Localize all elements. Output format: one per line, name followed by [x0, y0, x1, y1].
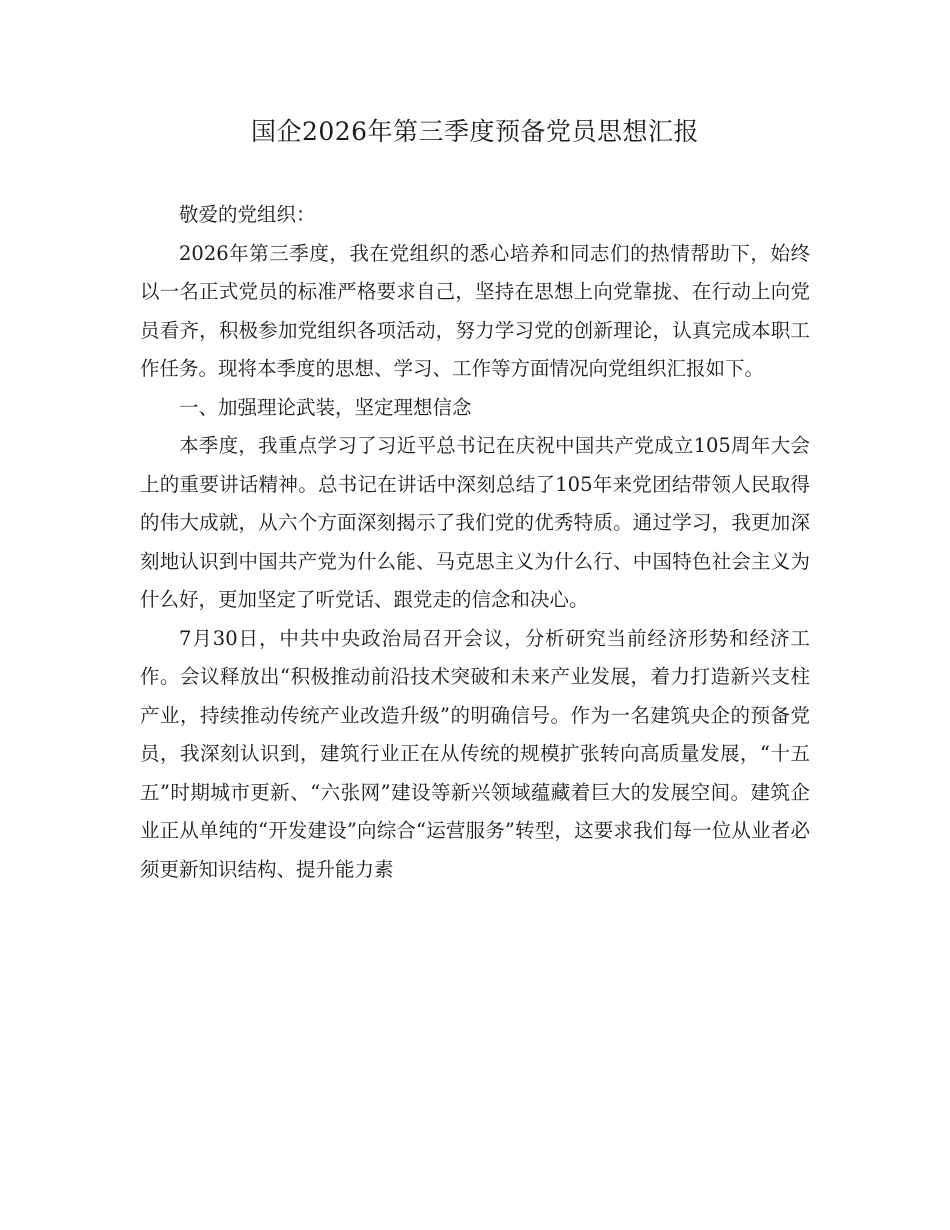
paragraph-intro: 2026年第三季度，我在党组织的悉心培养和同志们的热情帮助下，始终以一名正式党员的标准严格要求自己，坚持在思想上向党靠拢、在行动上向党员看齐，积极参加党组织各项活动，努力学习党的创新理论，认真完成本职工作任务。现将本季度的思想、学习、工作等方面情况向党组织汇报如下。: [140, 241, 810, 380]
document-body: [140, 196, 810, 889]
paragraph-meeting: 7月30日，中共中央政治局召开会议，分析研究当前经济形势和经济工作。会议释放出“积极推动前沿技术突破和未来产业发展，着力打造新兴支柱产业，持续推动传统产业改造升级”的明确信号。作为一名建筑央企的预备党员，我深刻认识到，建筑行业正在从传统的规模扩张转向高质量发展，“十五五”时期城市更新、“六张网”建设等新兴领域蕴藏着巨大的发展空间。建筑企业正从单纯的“开发建设”向综合“运营服务”转型，这要求我们每一位从业者必须更新知识结构、提升能力素: [140, 626, 810, 881]
salutation: 敬爱的党组织：: [179, 203, 316, 226]
section-heading-1: 一、加强理论武装，坚定理想信念: [179, 395, 472, 419]
paragraph-study: 本季度，我重点学习了习近平总书记在庆祝中国共产党成立105周年大会上的重要讲话精神。总书记在讲话中深刻总结了105年来党团结带领人民取得的伟大成就，从六个方面深刻揭示了我们党的优秀特质。通过学习，我更加深刻地认识到中国共产党为什么能、马克思主义为什么行、中国特色社会主义为什么好，更加坚定了听党话、跟党走的信念和决心。: [140, 434, 810, 611]
document-title: 国企2026年第三季度预备党员思想汇报: [250, 117, 700, 146]
